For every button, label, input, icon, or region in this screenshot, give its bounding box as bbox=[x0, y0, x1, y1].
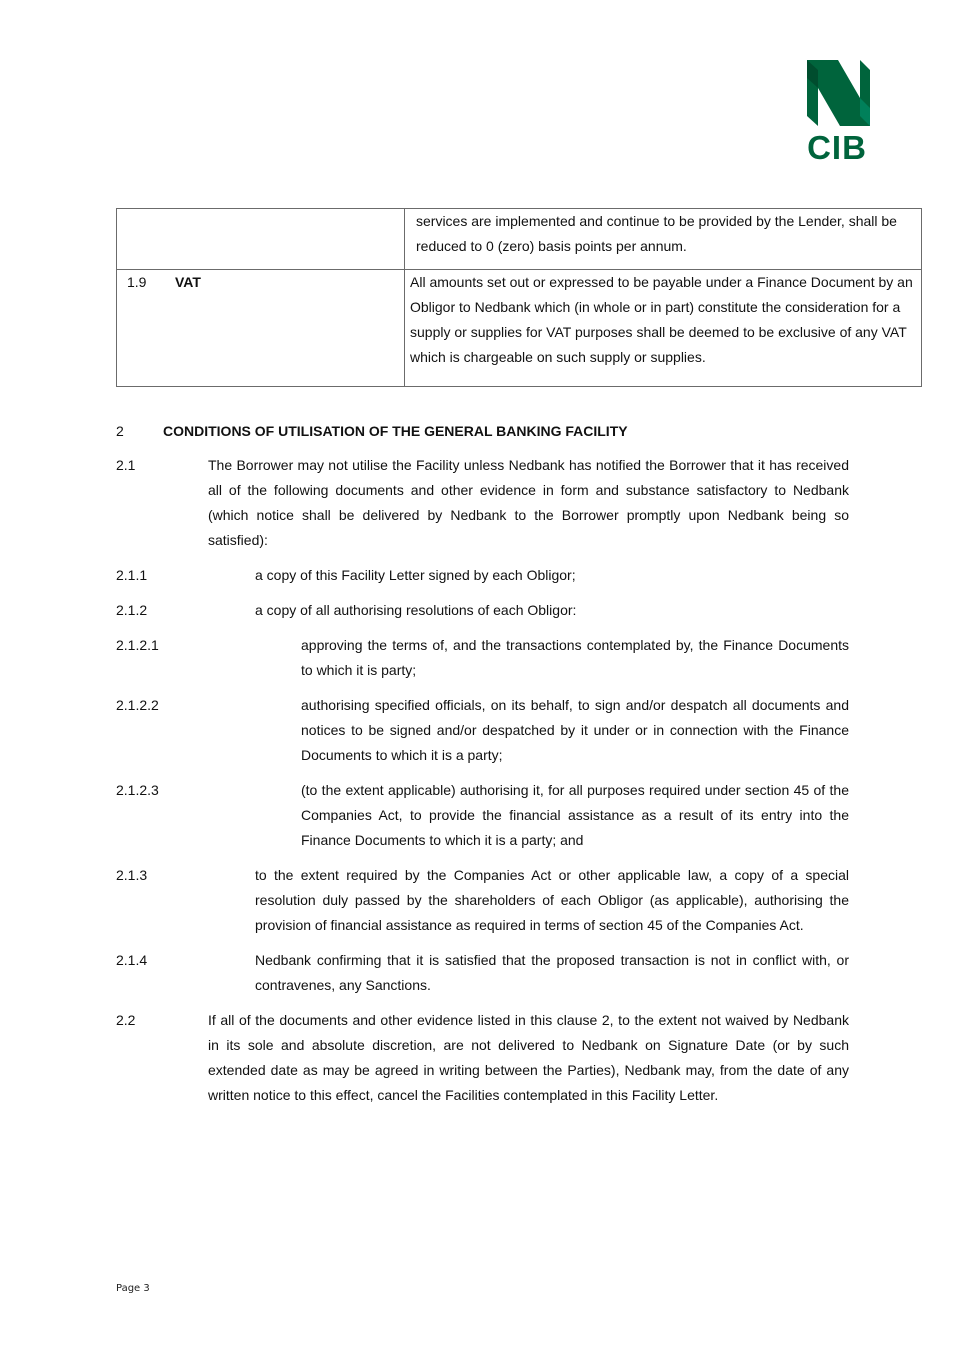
clause-text: The Borrower may not utilise the Facility unless Nedbank has notified the Borrower that it has received all of the following documents and other evidence in form and substance satisfactory to Nedbank (which notice shall be delivered by Nedbank to the Borrower promptly upon Nedbank being so satisfied): bbox=[208, 457, 849, 548]
nedbank-cib-logo bbox=[800, 58, 874, 170]
clause-text: approving the terms of, and the transactions contemplated by, the Finance Documents to which it is party; bbox=[301, 637, 849, 678]
table-cell-text: All amounts set out or expressed to be payable under a Finance Document by an Obligor to Nedbank which (in whole or in part) constitute the consideration for a supply or supplies for VAT purposes shall be deemed to be exclusive of any VAT which is chargeable on such supply or supplies. bbox=[405, 270, 922, 387]
clause bbox=[116, 598, 849, 623]
clause-text: a copy of this Facility Letter signed by each Obligor; bbox=[255, 567, 576, 583]
section-heading bbox=[116, 421, 628, 441]
logo-cib-text: CIB bbox=[807, 129, 867, 166]
page-number: Page 3 bbox=[116, 1283, 150, 1294]
section-title: CONDITIONS OF UTILISATION OF THE GENERAL BANKING FACILITY bbox=[163, 423, 628, 439]
clause-text: authorising specified officials, on its behalf, to sign and/or despatch all documents and notices to be signed and/or despatched by it under or in connection with the Finance Documents to which it is a party; bbox=[301, 697, 849, 763]
clause-number: 2.2 bbox=[116, 1012, 136, 1028]
clause-text: If all of the documents and other evidence listed in this clause 2, to the extent not waived by Nedbank in its sole and absolute discretion, are not delivered to Nedbank on Signature Date (or by such extended date as may be agreed in writing between the Parties), Nedbank may, from the date of any written notice to this effect, cancel the Facilities contemplated in this Facility Letter. bbox=[208, 1012, 849, 1103]
clause-number: 2.1.1 bbox=[116, 567, 148, 583]
clause-number: 2.1 bbox=[116, 457, 136, 473]
clause-number: 1.9 bbox=[127, 274, 147, 290]
clause-number: 2.1.2.1 bbox=[116, 637, 159, 653]
clause-number: 2.1.2 bbox=[116, 602, 148, 618]
nedbank-n-icon bbox=[800, 58, 874, 128]
clause bbox=[116, 453, 849, 553]
clause bbox=[116, 693, 849, 768]
section-number: 2 bbox=[116, 423, 124, 439]
clause-number: 2.1.4 bbox=[116, 952, 148, 968]
table-row bbox=[117, 209, 922, 270]
clause-number: 2.1.2.3 bbox=[116, 782, 159, 798]
clause-number: 2.1.3 bbox=[116, 867, 148, 883]
clause bbox=[116, 863, 849, 938]
clause-text: Nedbank confirming that it is satisfied that the proposed transaction is not in conflict with, or contravenes, any Sanctions. bbox=[255, 952, 849, 993]
clause bbox=[116, 633, 849, 683]
table-cell-label bbox=[117, 209, 405, 270]
clause bbox=[116, 563, 849, 588]
clause-label: VAT bbox=[175, 274, 201, 290]
terms-table bbox=[116, 208, 922, 387]
clause-text: to the extent required by the Companies Act or other applicable law, a copy of a special resolution duly passed by the shareholders of each Obligor (as applicable), authorising the provision of financial assistance as required in terms of section 45 of the Companies Act. bbox=[255, 867, 849, 933]
table-cell-text: services are implemented and continue to be provided by the Lender, shall be reduced to 0 (zero) basis points per annum. bbox=[405, 209, 922, 270]
table-cell-label bbox=[117, 270, 405, 387]
clause bbox=[116, 1008, 849, 1108]
clause bbox=[116, 778, 849, 853]
clause-text: (to the extent applicable) authorising it, for all purposes required under section 45 of the Companies Act, to provide the financial assistance as a result of its entry into the Finance Documents to which it is a party; and bbox=[301, 782, 849, 848]
clause bbox=[116, 948, 849, 998]
clause-text: a copy of all authorising resolutions of each Obligor: bbox=[255, 602, 577, 618]
clause-number: 2.1.2.2 bbox=[116, 697, 159, 713]
table-row bbox=[117, 270, 922, 387]
